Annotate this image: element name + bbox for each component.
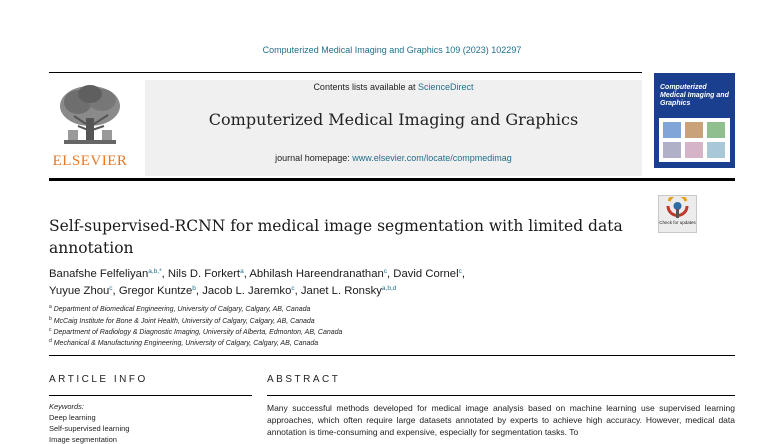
affiliation-text: Department of Radiology & Diagnostic Imaging, University of Alberta, Edmonton, AB, Canada [51, 329, 343, 336]
author-affiliation-mark: a,b,d [381, 285, 397, 292]
header-top-rule [49, 72, 642, 73]
author-name: Nils D. Forkert [167, 268, 241, 280]
affiliation-line [49, 329, 342, 336]
author-name: Gregor Kuntze [118, 285, 193, 297]
journal-citation: Computerized Medical Imaging and Graphics 109 (2023) 102297 [262, 45, 522, 55]
author-entry[interactable] [168, 268, 244, 280]
affiliation-bottom-rule [49, 355, 735, 356]
affiliation-mark: b [49, 316, 52, 322]
author-entry[interactable] [202, 285, 294, 297]
check-for-updates-button[interactable] [658, 195, 697, 233]
keyword-item: Image segmentation [49, 435, 117, 444]
affiliation-mark: c [49, 327, 52, 333]
author-affiliation-mark: c [383, 268, 388, 275]
cover-title: Computerized Medical Imaging and Graphics [660, 84, 729, 107]
affiliation-mark: d [49, 338, 52, 344]
affiliation-text: McCaig Institute for Bone & Joint Health, University of Calgary, Calgary, AB, Canada [51, 318, 315, 325]
affiliation-line [49, 306, 310, 313]
abstract-text: Many successful methods developed for medical image analysis based on machine learning use supervised learning approaches, which often require large datasets annotated by experts to achieve high accuracy. However, medical data annotation is time-consuming and expensive, especially for segmentation tasks. To [267, 403, 735, 437]
article-info-heading: ARTICLE INFO [49, 374, 148, 385]
article-info-rule [49, 395, 252, 396]
keyword-item: Deep learning [49, 413, 96, 422]
author-name: David Cornel [393, 268, 459, 280]
author-name: Janet L. Ronsky [300, 285, 382, 297]
author-entry[interactable] [49, 285, 113, 297]
affiliation-mark: a [49, 304, 52, 310]
author-affiliation-mark: b [192, 285, 196, 292]
paper-title: Self-supervised-RCNN for medical image segmentation with limited data annotation [49, 217, 623, 257]
affiliation-line [49, 318, 315, 325]
abstract-rule [267, 395, 735, 396]
author-entry[interactable] [49, 268, 162, 280]
author-affiliation-mark: c [109, 285, 113, 292]
author-affiliation-mark: c [291, 285, 295, 292]
journal-title: Computerized Medical Imaging and Graphics [208, 110, 579, 129]
author-name: Yuyue Zhou [49, 285, 110, 297]
publisher-name: ELSEVIER [52, 153, 128, 169]
author-name: Abhilash Hareendranathan [249, 268, 384, 280]
header-bottom-rule [49, 178, 735, 181]
abstract-heading: ABSTRACT [267, 374, 341, 385]
author-list: Banafshe Felfeliyan$^{a,b,*}$, Nils D. Forkert$^a$, Abhilash Hareendranathan$^c$, David Cornel$^c$, Yuyue Zhou$^c$, Gregor Kuntze$^b$, Jacob L. Jaremko$^c$, Janet L. Ronsky$^{a,b,d}$ [49, 268, 465, 297]
homepage-prefix: journal homepage: [275, 153, 350, 163]
keywords-label: Keywords: [49, 402, 85, 411]
homepage-link[interactable]: www.elsevier.com/locate/compmedimag [352, 153, 512, 163]
cover-image-icon [659, 118, 730, 162]
check-for-updates-icon [659, 197, 696, 221]
affiliation-text: Mechanical & Manufacturing Engineering, University of Calgary, Calgary, AB, Canada [51, 340, 319, 347]
author-entry[interactable] [393, 268, 462, 280]
author-entry[interactable] [301, 285, 396, 297]
author-name: Jacob L. Jaremko [202, 285, 292, 297]
affiliation-text: Department of Biomedical Engineering, University of Calgary, Calgary, AB, Canada [51, 306, 311, 313]
author-name: Banafshe Felfeliyan [49, 268, 149, 280]
author-affiliation-mark: a [240, 268, 244, 275]
contents-prefix: Contents lists available at [313, 82, 416, 92]
homepage-line [145, 153, 642, 163]
author-entry[interactable] [249, 268, 387, 280]
author-entry[interactable] [119, 285, 196, 297]
affiliation-line [49, 340, 318, 347]
keyword-item: Self-supervised learning [49, 424, 130, 433]
contents-line [145, 82, 642, 92]
journal-cover [654, 73, 735, 168]
author-affiliation-mark: a,b,* [148, 268, 162, 275]
sciencedirect-link[interactable]: ScienceDirect [418, 82, 474, 92]
check-for-updates-label: Check for updates [659, 220, 696, 225]
author-affiliation-mark: c [458, 268, 462, 275]
